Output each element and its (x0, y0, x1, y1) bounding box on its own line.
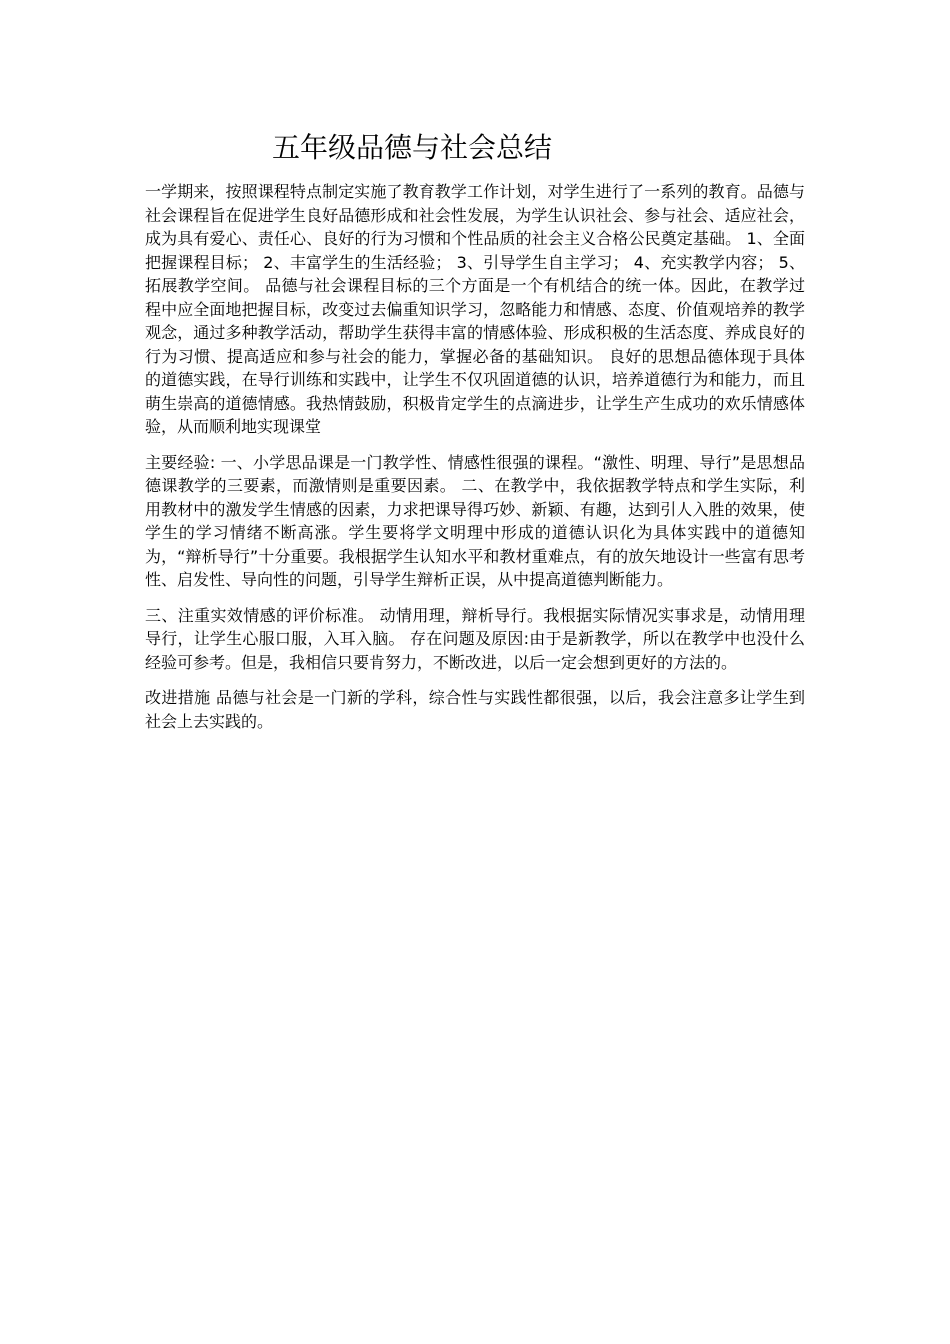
document-body (145, 180, 805, 745)
paragraph-main-experience: 主要经验: 一、小学思品课是一门教学性、情感性很强的课程。“激性、明理、导行”是思想品德课教学的三要素，而激情则是重要因素。 二、在教学中，我依据教学特点和学生实际，利用教材中的激发学生情感的因素，力求把课导得巧妙、新颖、有趣，达到引人入胜的效果，使学生的学习情绪不断高涨。学生要将学文明理中形成的道德认识化为具体实践中的道德知为，“辩析导行”十分重要。我根据学生认知水平和教材重难点，有的放矢地设计一些富有思考性、启发性、导向性的问题，引导学生辩析正误，从中提高道德判断能力。 (145, 452, 805, 589)
paragraph-intro: 一学期来，按照课程特点制定实施了教育教学工作计划，对学生进行了一系列的教育。品德与社会课程旨在促进学生良好品德形成和社会性发展，为学生认识社会、参与社会、适应社会，成为具有爱心、责任心、良好的行为习惯和个性品质的社会主义合格公民奠定基础。 1、全面把握课程目标； 2、丰富学生的生活经验； 3、引导学生自主学习； 4、充实教学内容； 5、拓展教学空间。 品德与社会课程目标的三个方面是一个有机结合的统一体。因此，在教学过程中应全面地把握目标，改变过去偏重知识学习，忽略能力和情感、态度、价值观培养的教学观念，通过多种教学活动，帮助学生获得丰富的情感体验、形成积极的生活态度、养成良好的行为习惯、提高适应和参与社会的能力，掌握必备的基础知识。 良好的思想品德体现于具体的道德实践，在导行训练和实践中，让学生不仅巩固道德的认识，培养道德行为和能力，而且萌生崇高的道德情感。我热情鼓励，积极肯定学生的点滴进步，让学生产生成功的欢乐情感体验，从而顺利地实现课堂 (145, 182, 805, 436)
document-title: 五年级品德与社会总结 (272, 131, 553, 164)
paragraph-evaluation: 三、注重实效情感的评价标准。 动情用理，辩析导行。我根据实际情况实事求是，动情用理导行，让学生心服口服，入耳入脑。 存在问题及原因:由于是新教学，所以在教学中也没什么经验可参考。但是，我相信只要肯努力，不断改进，以后一定会想到更好的方法的。 (145, 605, 805, 672)
paragraph-improvement: 改进措施 品德与社会是一门新的学科，综合性与实践性都很强，以后，我会注意多让学生到社会上去实践的。 (145, 688, 805, 731)
